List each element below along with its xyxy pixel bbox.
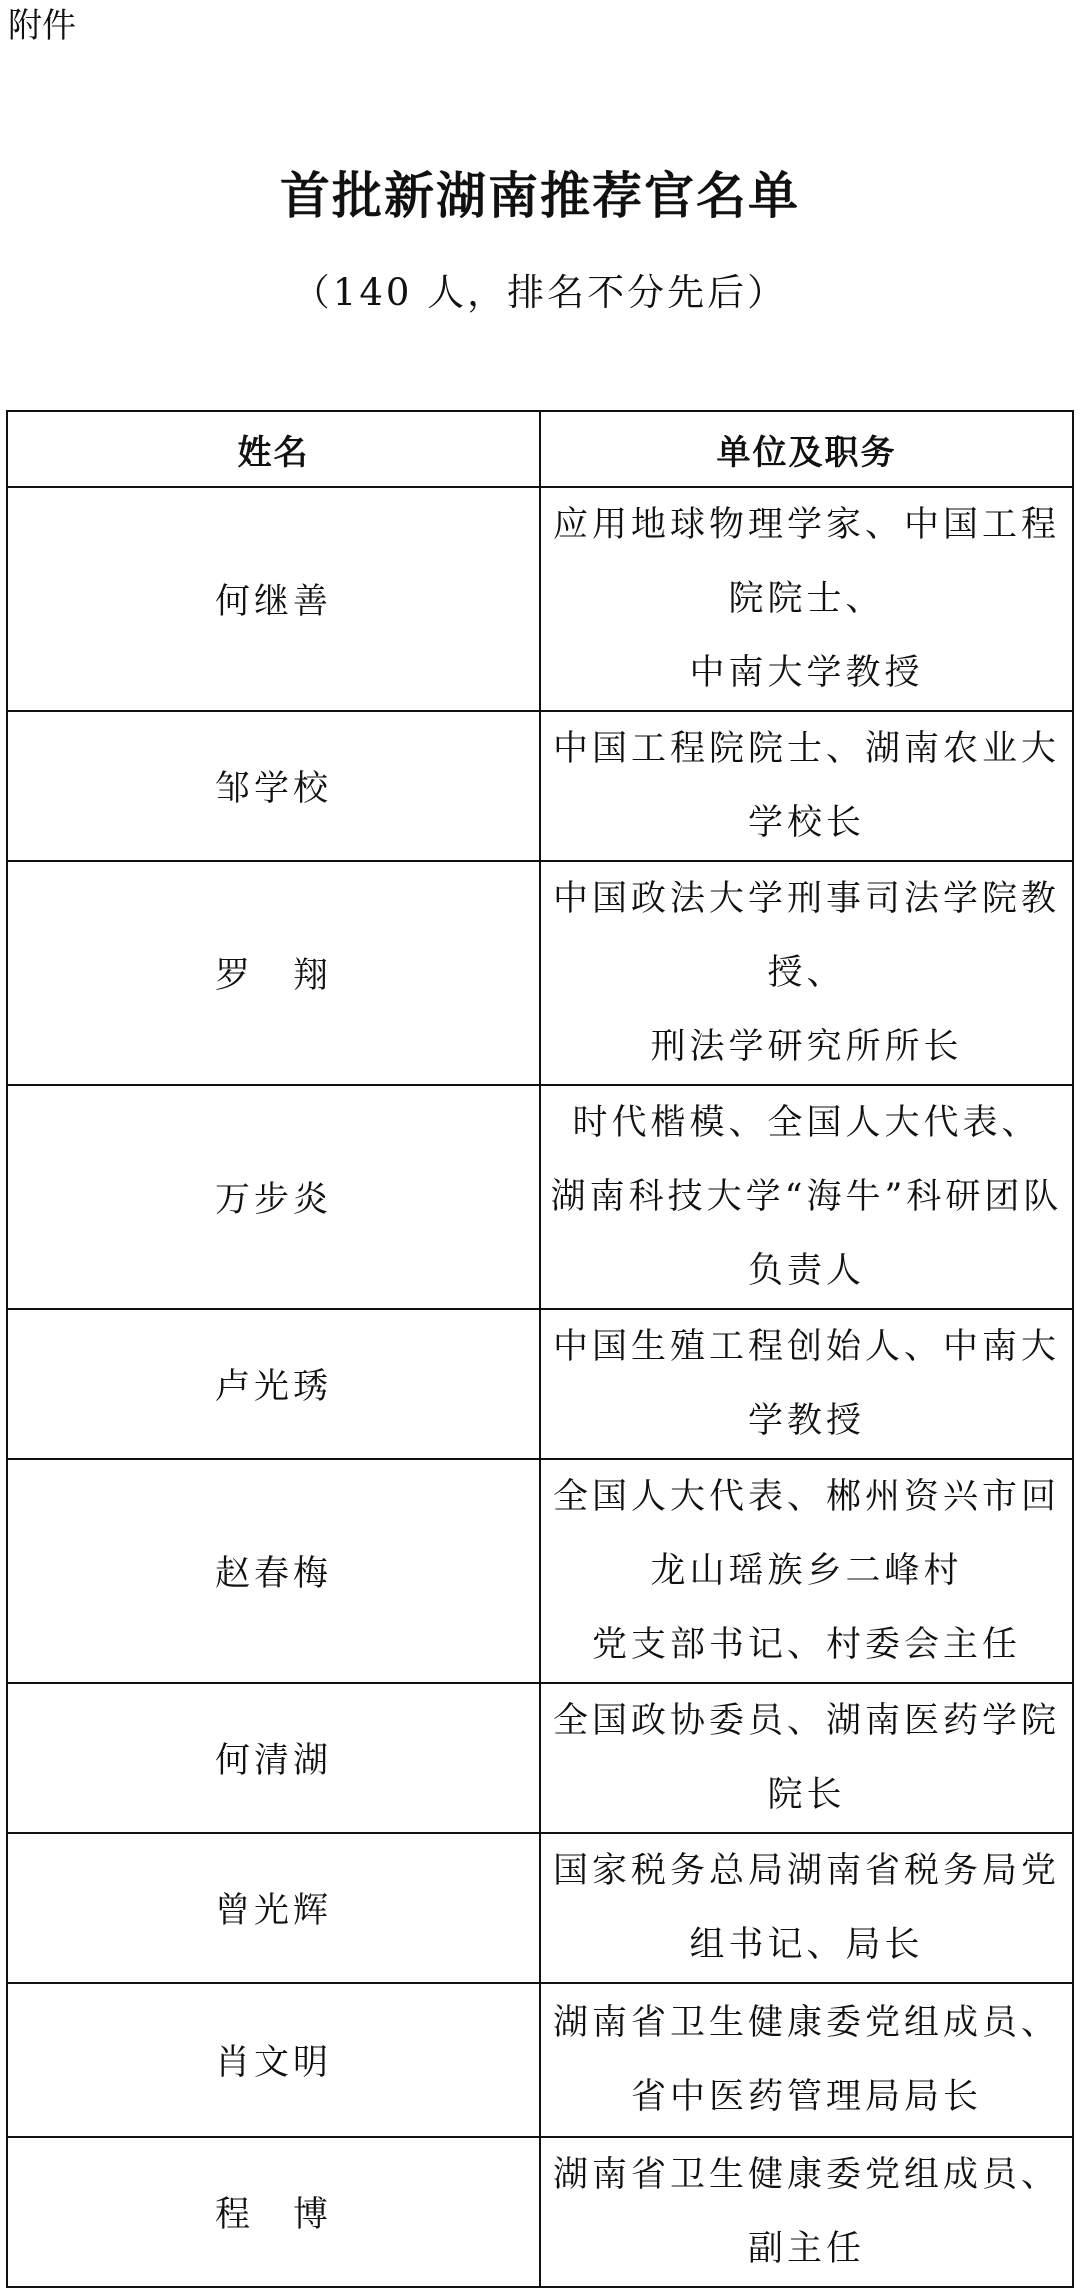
- person-name: 肖文明: [7, 1983, 540, 2137]
- person-name: 程 博: [7, 2137, 540, 2287]
- person-position: [540, 711, 1073, 861]
- position-line: 中国工程院院士、湖南农业大学校长: [552, 729, 1060, 843]
- position-line: 湖南省卫生健康委党组成员、副主任: [552, 2155, 1060, 2269]
- table-row: [7, 1683, 1073, 1833]
- person-position: [540, 1309, 1073, 1459]
- person-name: 何继善: [7, 487, 540, 711]
- position-line: 党支部书记、村委会主任: [591, 1625, 1021, 1665]
- person-position: [540, 1833, 1073, 1983]
- person-position: [540, 1683, 1073, 1833]
- position-line: 全国政协委员、湖南医药学院院长: [552, 1701, 1060, 1815]
- person-name: 何清湖: [7, 1683, 540, 1833]
- table-row: [7, 1085, 1073, 1309]
- position-line: 刑法学研究所所长: [650, 1027, 963, 1067]
- recommender-table: [6, 410, 1074, 2288]
- position-line: 中国政法大学刑事司法学院教授、: [552, 879, 1060, 993]
- table-header-row: [7, 411, 1073, 487]
- person-name: 邹学校: [7, 711, 540, 861]
- table-row: [7, 711, 1073, 861]
- position-line: 国家税务总局湖南省税务局党组书记、局长: [552, 1851, 1060, 1965]
- person-name: 卢光琇: [7, 1309, 540, 1459]
- position-line: 全国人大代表、郴州资兴市回龙山瑶族乡二峰村: [552, 1477, 1060, 1591]
- person-position: [540, 487, 1073, 711]
- document-subtitle: （140 人，排名不分先后）: [292, 271, 788, 314]
- table-row: [7, 1833, 1073, 1983]
- person-position: [540, 1459, 1073, 1683]
- person-position: [540, 1983, 1073, 2137]
- table-row: [7, 487, 1073, 711]
- header-name: 姓名: [7, 411, 540, 487]
- position-line: 中国生殖工程创始人、中南大学教授: [552, 1327, 1060, 1441]
- position-line: 应用地球物理学家、中国工程院院士、: [552, 505, 1060, 619]
- person-position: [540, 1085, 1073, 1309]
- person-position: [540, 861, 1073, 1085]
- position-line: 时代楷模、全国人大代表、: [572, 1103, 1041, 1143]
- person-name: 赵春梅: [7, 1459, 540, 1683]
- person-name: 罗 翔: [7, 861, 540, 1085]
- document-title: 首批新湖南推荐官名单: [280, 167, 800, 225]
- position-line: 省中医药管理局局长: [630, 2077, 982, 2117]
- position-line: 湖南省卫生健康委党组成员、: [552, 2003, 1060, 2043]
- person-position: [540, 2137, 1073, 2287]
- table-row: [7, 861, 1073, 1085]
- person-name: 万步炎: [7, 1085, 540, 1309]
- table-row: [7, 1309, 1073, 1459]
- table-row: [7, 1983, 1073, 2137]
- person-name: 曾光辉: [7, 1833, 540, 1983]
- table-row: [7, 1459, 1073, 1683]
- attachment-label: 附件: [8, 6, 76, 46]
- position-line: 湖南科技大学“海牛”科研团队负责人: [550, 1177, 1063, 1291]
- header-position: 单位及职务: [540, 411, 1073, 487]
- table-row: [7, 2137, 1073, 2287]
- position-line: 中南大学教授: [689, 653, 924, 693]
